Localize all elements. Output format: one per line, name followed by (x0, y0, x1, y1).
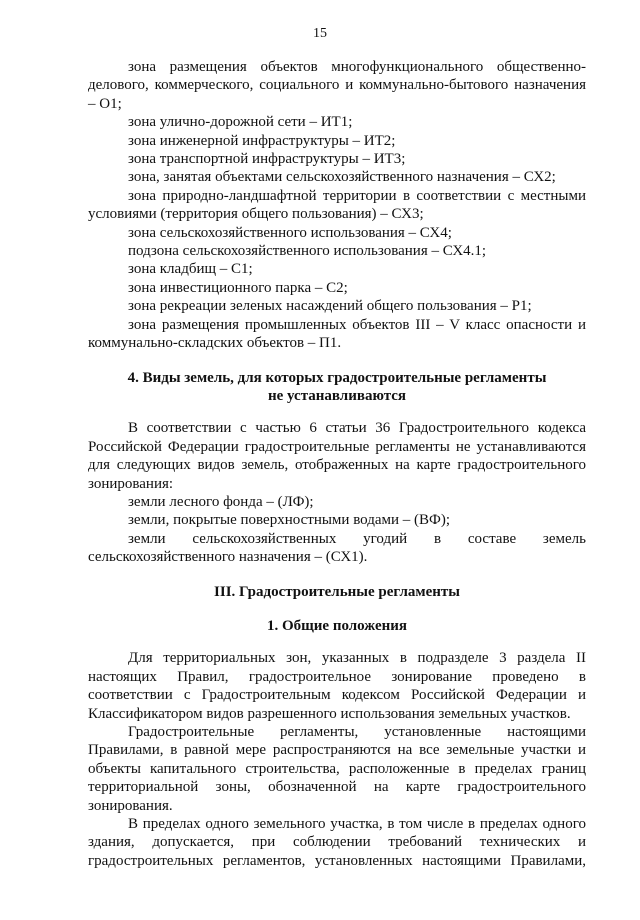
document-body (88, 58, 586, 870)
zone-item: зона, занятая объектами сельскохозяйственного назначения – СХ2; (128, 169, 556, 186)
zone-list (88, 58, 586, 353)
zone-item: зона инженерной инфраструктуры – ИТ2; (128, 132, 396, 149)
zone-item: подзона сельскохозяйственного использования – СХ4.1; (128, 243, 487, 260)
zone-item: зона транспортной инфраструктуры – ИТ3; (128, 151, 406, 168)
section-4-heading-line-2: не устанавливаются (267, 387, 407, 404)
land-type-item: земли лесного фонда – (ЛФ); (128, 493, 314, 510)
section-3-paragraph: В пределах одного земельного участка, в том числе в пределах одного здания, допускается, при соблюдении требований технических и градостроительных регламентов, установленных настоящими Правилами, (88, 816, 586, 869)
land-type-item: земли сельскохозяйственных угодий в составе земель сельскохозяйственного назначения – (СХ1). (88, 530, 586, 566)
section-3-paragraph: Для территориальных зон, указанных в подразделе 3 раздела II настоящих Правил, градостроительное зонирование проведено в соответствии с Градостроительным кодексом Российской Федерации и Классификатором видов разрешенного использования земельных участков. (88, 650, 586, 722)
zone-item: зона кладбищ – С1; (128, 261, 253, 278)
section-3-heading: III. Градостроительные регламенты (214, 583, 460, 600)
land-type-item: земли, покрытые поверхностными водами – (ВФ); (128, 512, 451, 529)
section-4-heading (88, 369, 586, 406)
zone-item: зона рекреации зеленых насаждений общего пользования – Р1; (128, 298, 532, 315)
zone-item: зона инвестиционного парка – С2; (128, 279, 348, 296)
section-4-intro: В соответствии с частью 6 статьи 36 Градостроительного кодекса Российской Федерации градостроительные регламенты не устанавливаются для следующих видов земель, отображенных на карте градостроительного зонирования: (88, 420, 586, 492)
zone-item: зона природно-ландшафтной территории в соответствии с местными условиями (территория общего пользования) – СХ3; (88, 187, 586, 223)
page-number: 15 (313, 26, 327, 41)
zone-item: зона размещения промышленных объектов III – V класс опасности и коммунально-складских объектов – П1. (88, 316, 586, 352)
section-4-heading-line-1: 4. Виды земель, для которых градостроительные регламенты (127, 369, 547, 386)
zone-item: зона улично-дорожной сети – ИТ1; (128, 114, 353, 131)
zone-item: зона сельскохозяйственного использования – СХ4; (128, 224, 452, 241)
section-3-paragraph: Градостроительные регламенты, установленные настоящими Правилами, в равной мере распространяются на все земельные участки и объекты капитального строительства, расположенные в пределах границ территориальной зоны, обозначенной на карте градостроительного зонирования. (88, 724, 586, 814)
zone-item: зона размещения объектов многофункционального общественно-делового, коммерческого, социального и коммунально-бытового назначения – О1; (88, 59, 586, 112)
subsection-1-heading: 1. Общие положения (266, 617, 408, 634)
